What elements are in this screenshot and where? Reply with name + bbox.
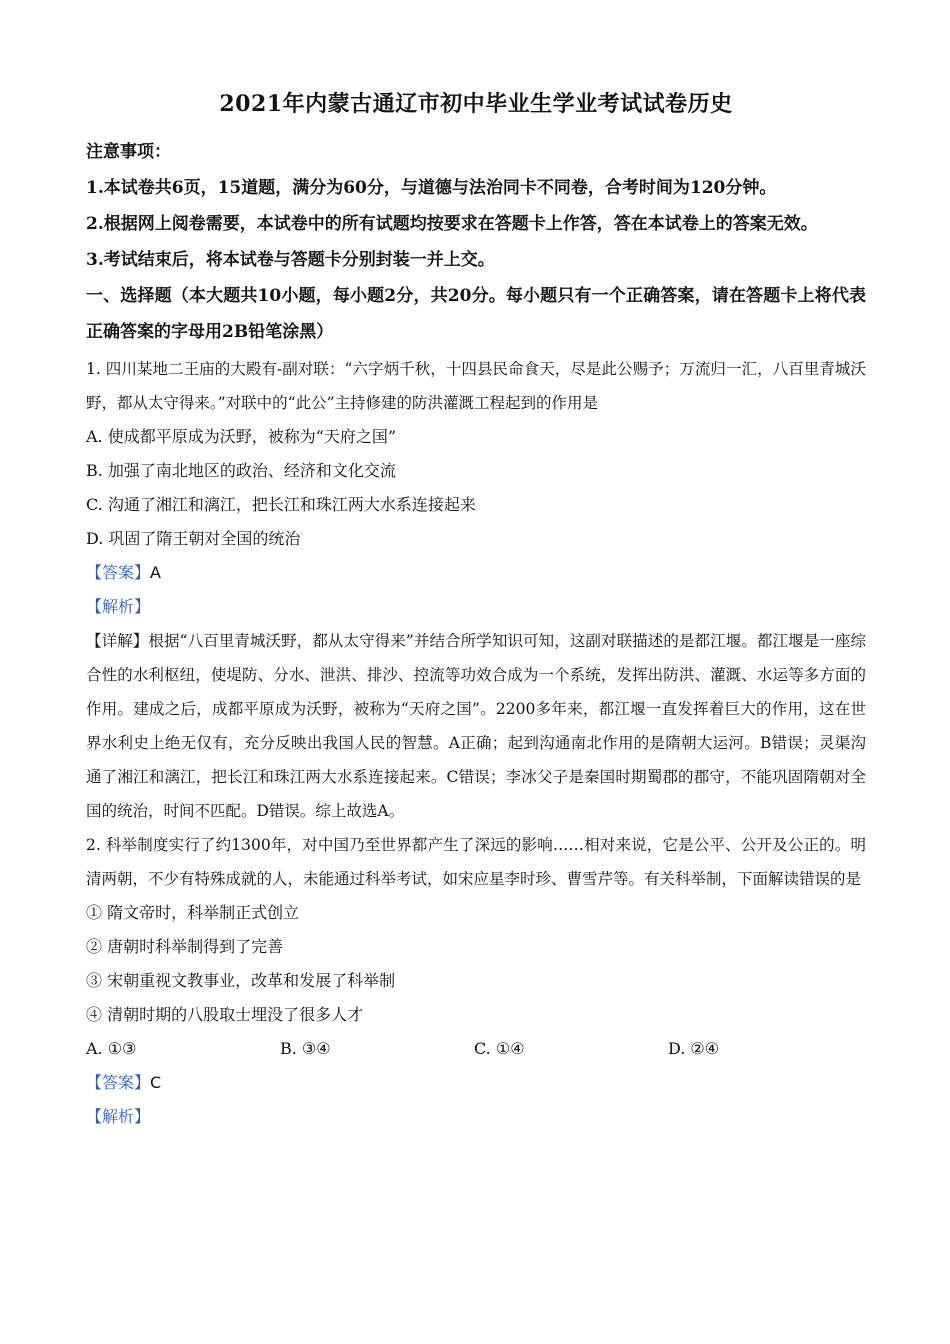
question-2-option: D. ②④ — [668, 1039, 720, 1058]
question-2-option: C. ①④ — [474, 1039, 525, 1058]
question-2-analysis — [86, 1100, 866, 1134]
question-1-detail — [86, 624, 866, 828]
answer-label: 【答案】 — [86, 563, 151, 582]
question-2-stem: 2. 科举制度实行了约1300年，对中国乃至世界都产生了深远的影响……相对来说，它是公平、公开及公正的。明清两朝，不少有特殊成就的人，未能通过科举考试，如宋应星李时珍、曹雪芹等。有关科举制，下面解读错误的是 — [86, 836, 866, 888]
question-1-analysis — [86, 590, 866, 624]
question-2-options — [86, 1032, 866, 1066]
analysis-label: 【解析】 — [86, 1107, 151, 1126]
question-2-option: B. ③④ — [280, 1039, 331, 1058]
question-1-option: A. 使成都平原成为沃野，被称为“天府之国” — [86, 427, 397, 446]
answer-value: A — [150, 563, 161, 582]
notice-item: 2.根据网上阅卷需要，本试卷中的所有试题均按要求在答题卡上作答，答在本试卷上的答案无效。 — [86, 214, 818, 234]
detail-text: 根据“八百里青城沃野，都从太守得来”并结合所学知识可知，这副对联描述的是都江堰。都江堰是一座综合性的水利枢纽，使堤防、分水、泄洪、排沙、控流等功效合成为一个系统，发挥出防洪、灌溉、水运等多方面的作用。建成之后，成都平原成为沃野，被称为“天府之国”。2200多年来，都江堰一直发挥着巨大的作用，这在世界水利史上绝无仅有，充分反映出我国人民的智慧。A正确；起到沟通南北作用的是隋朝大运河。B错误；灵渠沟通了湘江和漓江，把长江和珠江两大水系连接起来。C错误；李冰父子是秦国时期蜀郡的郡守，不能巩固隋朝对全国的统治，时间不匹配。D错误。综上故选A。 — [86, 632, 866, 820]
question-2-statement: ② 唐朝时科举制得到了完善 — [86, 937, 284, 956]
notice-item: 3.考试结束后，将本试卷与答题卡分别封装一并上交。 — [86, 250, 495, 270]
answer-value: C — [150, 1073, 162, 1092]
exam-page — [86, 84, 866, 1134]
question-2-statement: ④ 清朝时期的八股取士埋没了很多人才 — [86, 1005, 364, 1024]
question-1-option: B. 加强了南北地区的政治、经济和文化交流 — [86, 461, 396, 480]
question-2-answer — [86, 1066, 866, 1100]
analysis-label: 【解析】 — [86, 597, 151, 616]
question-2-option: A. ①③ — [86, 1039, 137, 1058]
section-heading: 一、选择题（本大题共10小题，每小题2分，共20分。每小题只有一个正确答案，请在答题卡上将代表正确答案的字母用2B铅笔涂黑） — [86, 286, 866, 342]
detail-label: 【详解】 — [86, 632, 149, 650]
question-2-statement: ① 隋文帝时，科举制正式创立 — [86, 903, 300, 922]
notice-heading: 注意事项： — [86, 142, 171, 162]
question-1-answer — [86, 556, 866, 590]
page-title: 2021年内蒙古通辽市初中毕业生学业考试试卷历史 — [219, 91, 733, 117]
question-1-option: D. 巩固了隋王朝对全国的统治 — [86, 529, 301, 548]
notice-item: 1.本试卷共6页，15道题，满分为60分，与道德与法治同卡不同卷，合考时间为120分钟。 — [86, 178, 777, 198]
question-2-statement: ③ 宋朝重视文教事业，改革和发展了科举制 — [86, 971, 396, 990]
answer-label: 【答案】 — [86, 1073, 151, 1092]
question-1-stem: 1. 四川某地二王庙的大殿有-副对联：“六字炳千秋，十四县民命食天，尽是此公赐予；万流归一汇，八百里青城沃野，都从太守得来。”对联中的“此公”主持修建的防洪灌溉工程起到的作用是 — [86, 360, 866, 412]
question-1-option: C. 沟通了湘江和漓江，把长江和珠江两大水系连接起来 — [86, 495, 476, 514]
